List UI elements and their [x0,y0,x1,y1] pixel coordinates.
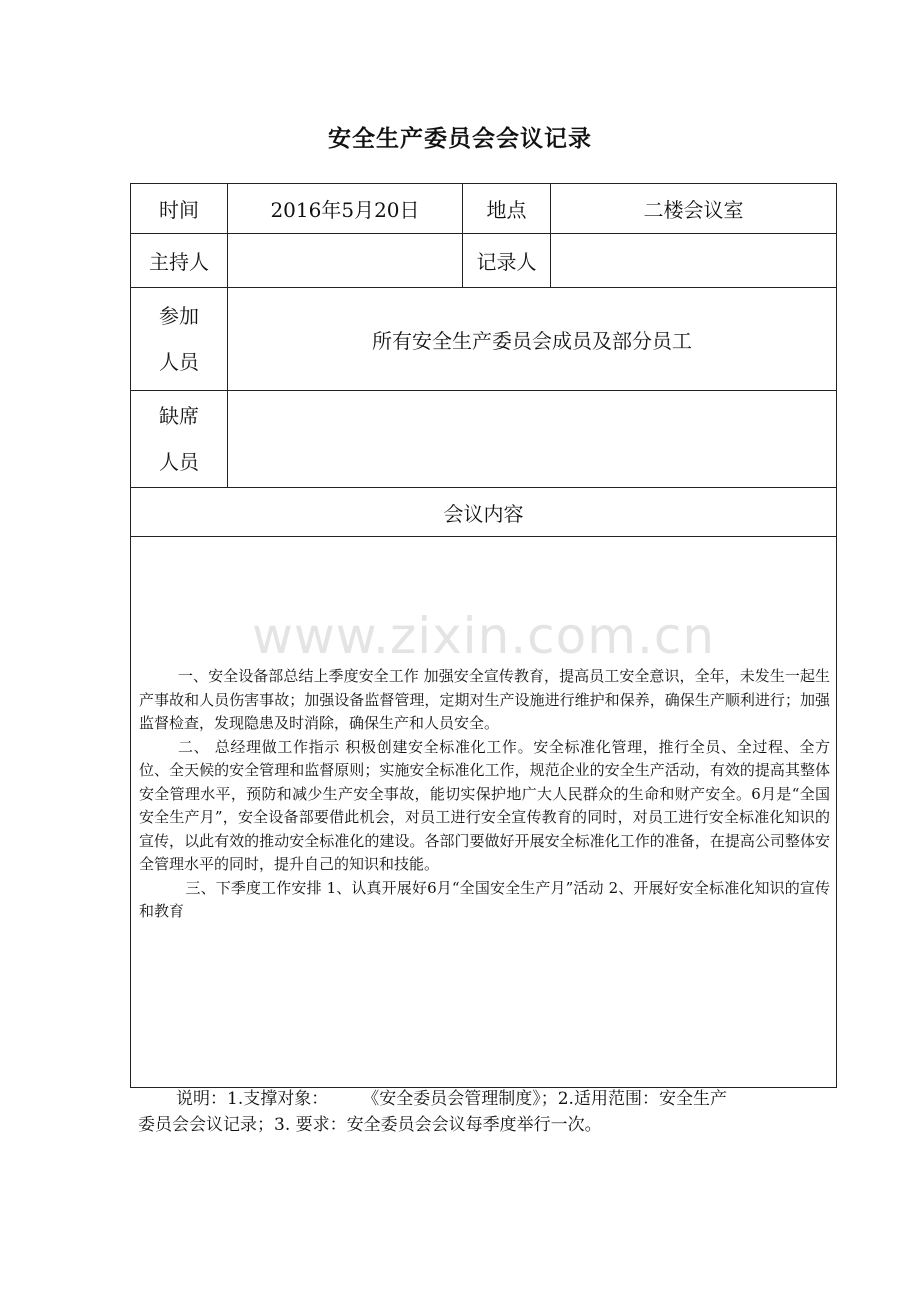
place-value: 二楼会议室 [551,184,837,234]
footnote-line-1: 说明：1.支撑对象： 《安全委员会管理制度》；2.适用范围：安全生产 [176,1089,727,1109]
place-label: 地点 [463,184,551,234]
absent-label: 缺席 人员 [131,391,228,488]
content-header: 会议内容 [131,488,837,537]
paragraph-3: 三、下季度工作安排 1、认真开展好6月“全国安全生产月”活动 2、开展好安全标准化知识的宣传和教育 [139,878,830,920]
time-value: 2016年5月20日 [228,184,463,234]
host-recorder-row [131,234,837,288]
meeting-record-table [130,183,837,1088]
attendees-value: 所有安全生产委员会成员及部分员工 [228,288,837,391]
recorder-value[interactable] [551,234,837,288]
footnote [138,1086,798,1138]
content-cell [131,537,837,1088]
footnote-line-2: 委员会会议记录；3. 要求：安全委员会会议每季度举行一次。 [138,1115,602,1135]
paragraph-1: 一、安全设备部总结上季度安全工作 加强安全宣传教育，提高员工安全意识，全年，未发生一起生产事故和人员伤害事故；加强设备监督管理，定期对生产设施进行维护和保养，确保生产顺利进行；加强监督检查，发现隐患及时消除，确保生产和人员安全。 [139,667,830,732]
absent-row [131,391,837,488]
host-label: 主持人 [131,234,228,288]
content-row [131,537,837,1088]
attendees-label: 参加 人员 [131,288,228,391]
absent-value[interactable] [228,391,837,488]
watermark: www.zixin.com.cn [251,607,716,665]
content-body [131,537,836,924]
host-value[interactable] [228,234,463,288]
time-label: 时间 [131,184,228,234]
time-place-row [131,184,837,234]
attendees-row [131,288,837,391]
paragraph-2: 二、 总经理做工作指示 积极创建安全标准化工作。安全标准化管理，推行全员、全过程、全方位、全天候的安全管理和监督原则；实施安全标准化工作，规范企业的安全生产活动，有效的提高其整体安全管理水平，预防和减少生产安全事故，能切实保护地广大人民群众的生命和财产安全。6月是“全国安全生产月”，安全设备部要借此机会，对员工进行安全宣传教育的同时，对员工进行安全标准化知识的宣传，以此有效的推动安全标准化的建设。各部门要做好开展安全标准化工作的准备，在提高公司整体安全管理水平的同时，提升自己的知识和技能。 [139,737,830,873]
recorder-label: 记录人 [463,234,551,288]
document-title: 安全生产委员会会议记录 [328,126,592,152]
content-header-row [131,488,837,537]
